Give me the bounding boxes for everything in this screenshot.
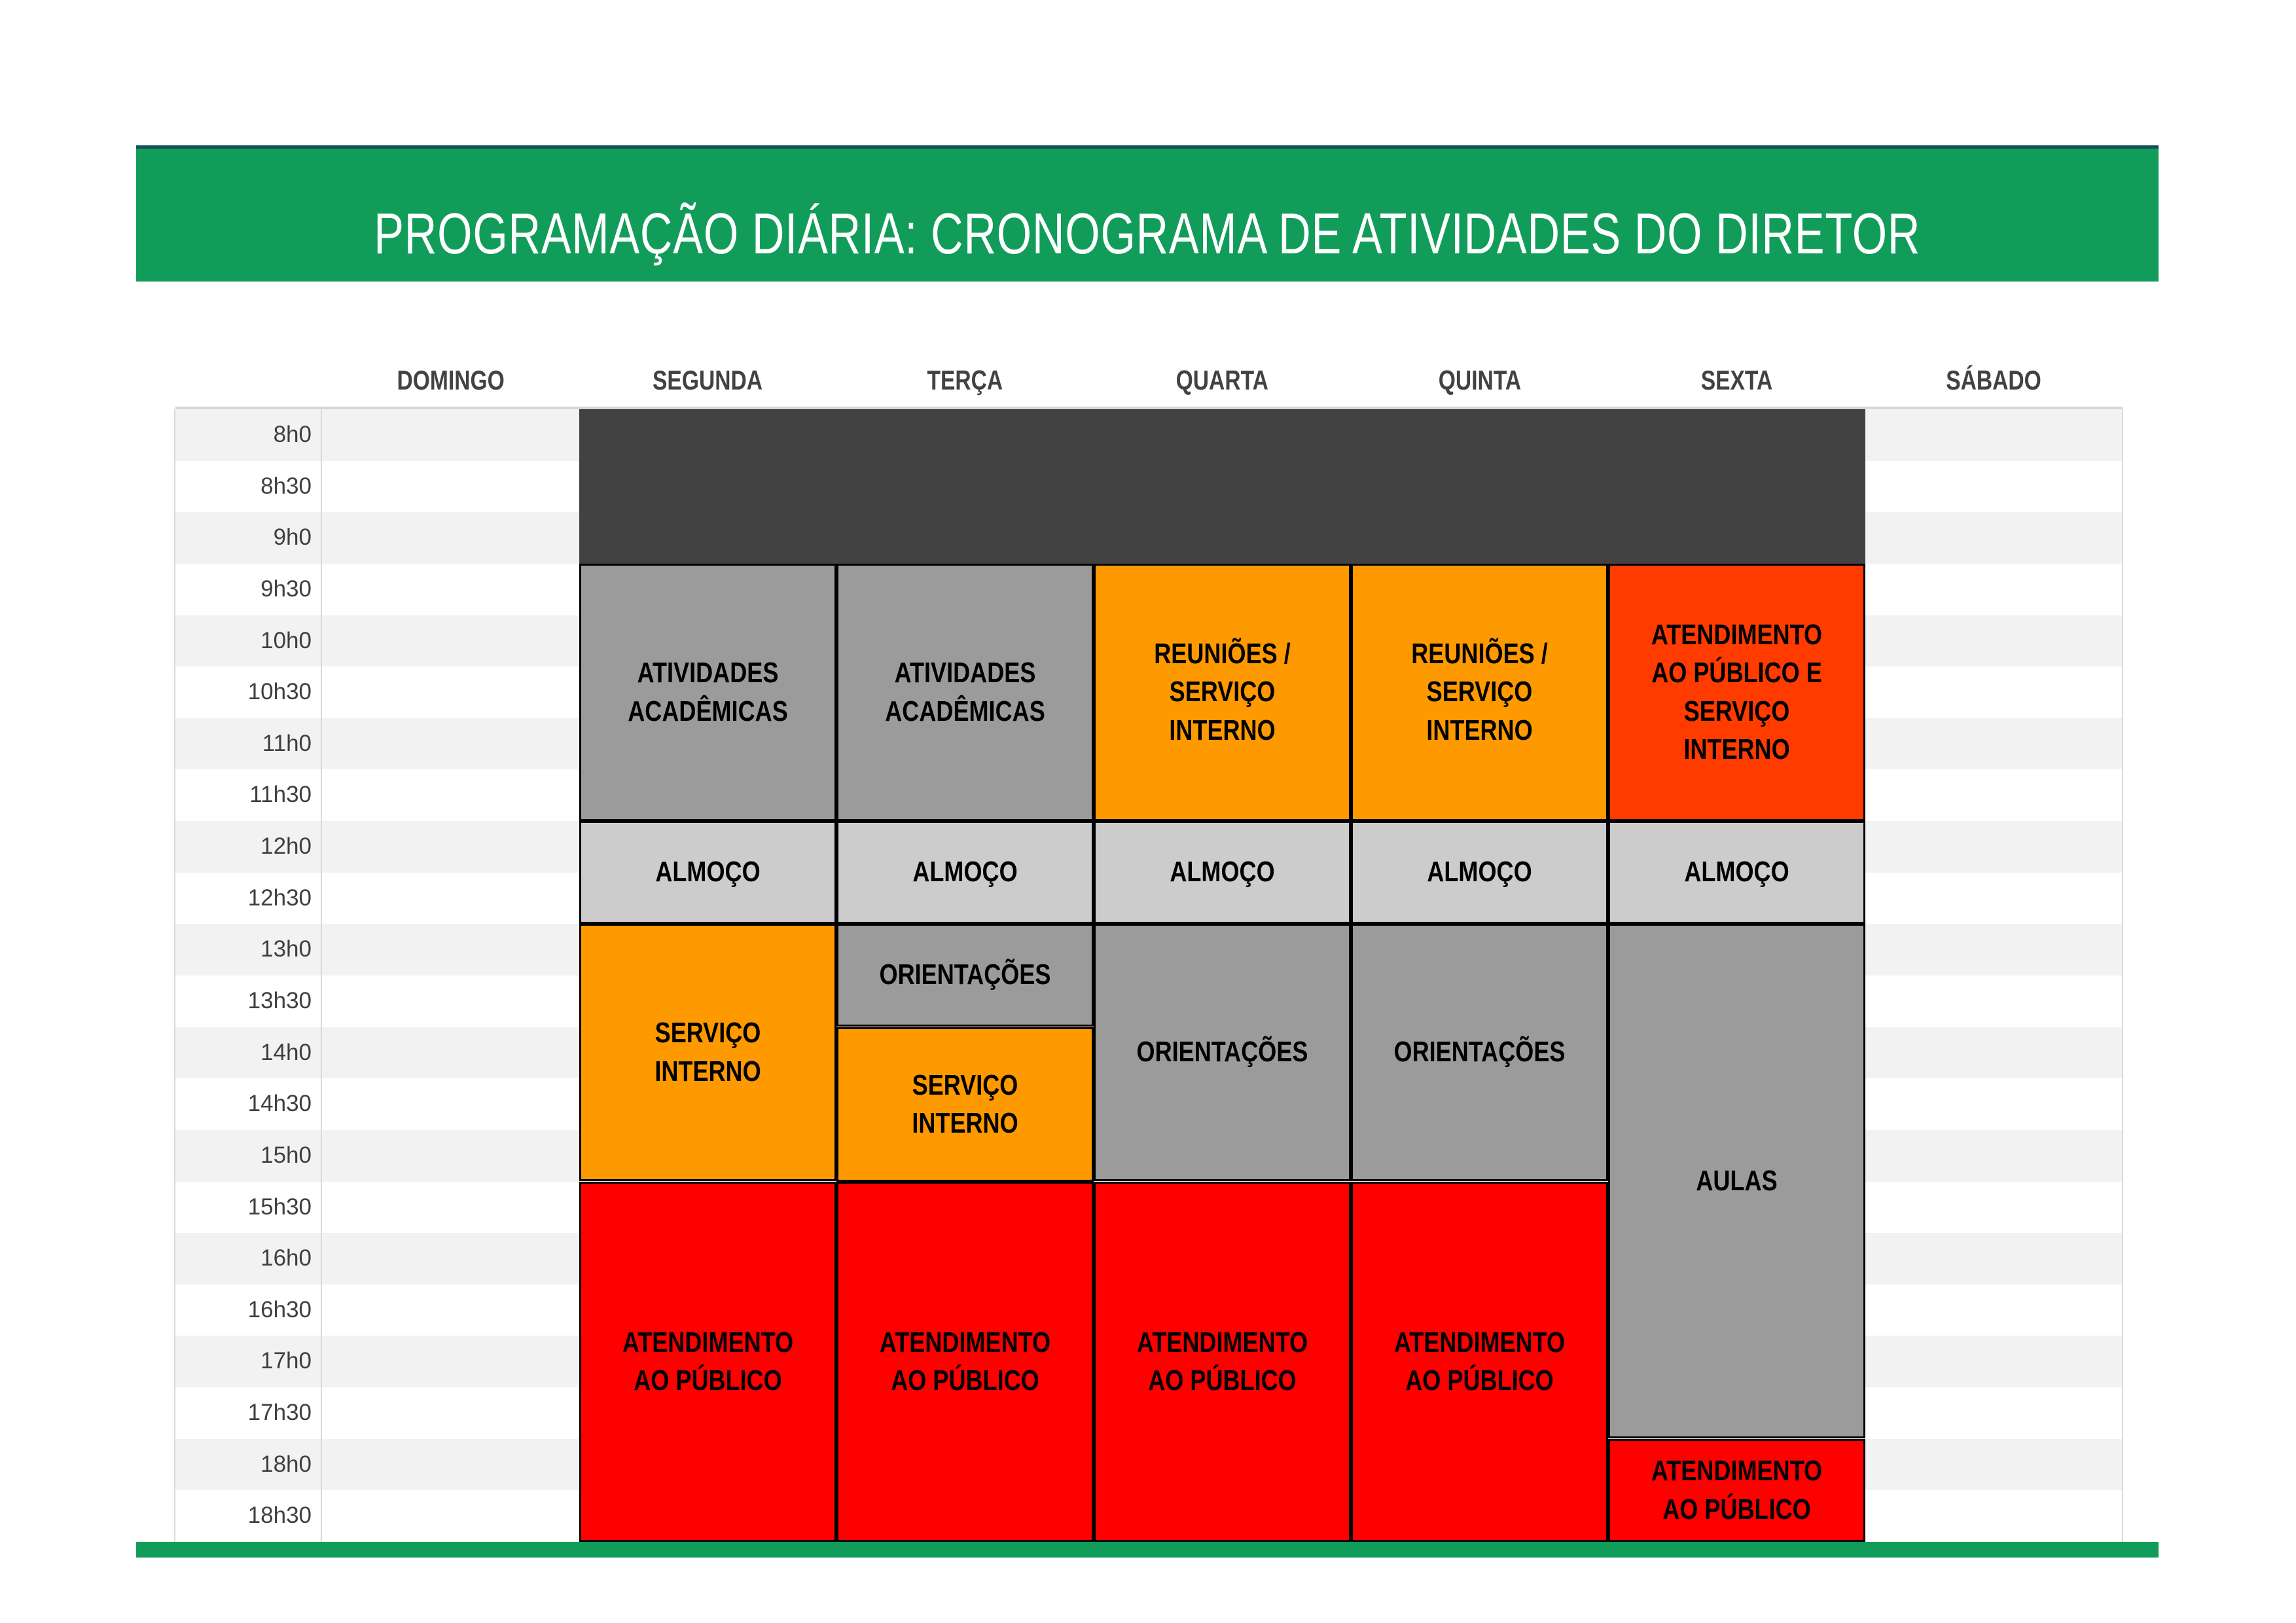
schedule-block-sexta-aulas [1608,924,1865,1438]
time-label-16h30: 16h30 [247,1297,312,1322]
day-header-terça [836,357,1094,404]
schedule-block-label: ATENDIMENTO AO PÚBLICO [622,1326,794,1396]
day-header-label: QUINTA [1438,365,1521,395]
schedule-block-terca-atividades-academicas [836,564,1094,821]
time-label-13h0: 13h0 [260,936,312,962]
day-header-quarta [1094,357,1351,404]
time-label-17h30: 17h30 [247,1400,312,1425]
schedule-block-label: ATENDIMENTO AO PÚBLICO [1651,1455,1823,1525]
grid-edge-line [2122,409,2123,1542]
bottom-accent-bar [136,1542,2159,1558]
schedule-block-sexta-almoco [1608,821,1865,924]
schedule-block-segunda-atividades-academicas [579,564,836,821]
time-label-18h30: 18h30 [247,1503,312,1528]
schedule-block-label: AULAS [1696,1164,1778,1197]
schedule-grid [175,409,2123,1542]
schedule-block-bloco-manha-sem-atividade [579,409,1865,564]
schedule-block-terca-almoco [836,821,1094,924]
schedule-block-segunda-atendimento-ao-publico [579,1182,836,1542]
day-header-sábado [1865,357,2123,404]
time-label-15h30: 15h30 [247,1194,312,1220]
time-label-12h0: 12h0 [260,833,312,859]
time-label-18h0: 18h0 [260,1451,312,1477]
time-label-8h0: 8h0 [273,422,312,447]
schedule-block-quinta-atendimento-ao-publico [1351,1182,1608,1542]
schedule-block-quarta-almoco [1094,821,1351,924]
time-label-12h30: 12h30 [247,885,312,911]
time-label-11h30: 11h30 [249,782,312,807]
schedule-block-label: ALMOÇO [912,856,1018,888]
schedule-block-quinta-almoco [1351,821,1608,924]
day-header-label: SEXTA [1700,365,1773,395]
day-header-row [175,357,2123,404]
schedule-block-label: SERVIÇO INTERNO [912,1068,1018,1139]
day-header-label: SEGUNDA [653,365,763,395]
schedule-block-label: ORIENTAÇÕES [879,958,1051,991]
schedule-block-label: ALMOÇO [1170,856,1275,888]
schedule-block-label: ORIENTAÇÕES [1393,1036,1566,1068]
page-title: PROGRAMAÇÃO DIÁRIA: CRONOGRAMA DE ATIVIDADES DO DIRETOR [374,200,1921,266]
time-label-13h30: 13h30 [247,988,312,1013]
time-label-9h0: 9h0 [273,524,312,550]
day-header-label: TERÇA [927,365,1003,395]
schedule-block-quarta-reunioes-servico-interno [1094,564,1351,821]
schedule-block-terca-orientacoes [836,924,1094,1027]
schedule-block-label: ALMOÇO [1427,856,1532,888]
schedule-block-terca-servico-interno [836,1027,1094,1182]
day-header-segunda [579,357,836,404]
time-label-15h0: 15h0 [260,1142,312,1168]
schedule-block-label: SERVIÇO INTERNO [655,1017,761,1087]
schedule-block-label: ALMOÇO [1684,856,1789,888]
schedule-block-quinta-orientacoes [1351,924,1608,1181]
schedule-block-label: ATIVIDADES ACADÊMICAS [628,657,788,727]
time-label-11h0: 11h0 [262,731,312,756]
schedule-block-terca-atendimento-ao-publico [836,1182,1094,1542]
schedule-block-quarta-atendimento-ao-publico [1094,1182,1351,1542]
schedule-block-label: ORIENTAÇÕES [1136,1036,1308,1068]
schedule-block-label: ATENDIMENTO AO PÚBLICO [1136,1326,1308,1396]
time-label-16h0: 16h0 [260,1245,312,1271]
time-label-14h30: 14h30 [247,1091,312,1116]
schedule-block-quarta-orientacoes [1094,924,1351,1181]
time-label-17h0: 17h0 [260,1348,312,1374]
schedule-block-label: ATENDIMENTO AO PÚBLICO [879,1326,1051,1396]
day-header-label: QUARTA [1175,365,1269,395]
day-header-domingo [322,357,579,404]
time-label-14h0: 14h0 [260,1040,312,1065]
schedule-block-segunda-servico-interno [579,924,836,1181]
time-label-10h30: 10h30 [247,679,312,704]
schedule-block-label: ALMOÇO [655,856,761,888]
time-label-8h30: 8h30 [260,473,312,499]
schedule-block-label: ATIVIDADES ACADÊMICAS [885,657,1045,727]
day-header-quinta [1351,357,1608,404]
time-label-10h0: 10h0 [260,628,312,653]
day-header-label: SÁBADO [1946,365,2042,395]
day-header-label: DOMINGO [397,365,505,395]
schedule-block-label: ATENDIMENTO AO PÚBLICO E SERVIÇO INTERNO [1651,619,1823,765]
schedule-block-label: REUNIÕES / SERVIÇO INTERNO [1411,638,1548,746]
schedule-block-sexta-atendimento-publico-e-servico-interno [1608,564,1865,821]
title-banner [136,145,2159,282]
schedule-block-sexta-atendimento-ao-publico [1608,1439,1865,1542]
schedule-block-label: REUNIÕES / SERVIÇO INTERNO [1154,638,1291,746]
day-header-sexta [1608,357,1865,404]
time-label-9h30: 9h30 [260,576,312,602]
schedule-block-segunda-almoco [579,821,836,924]
schedule-block-quinta-reunioes-servico-interno [1351,564,1608,821]
schedule-block-label: ATENDIMENTO AO PÚBLICO [1393,1326,1566,1396]
